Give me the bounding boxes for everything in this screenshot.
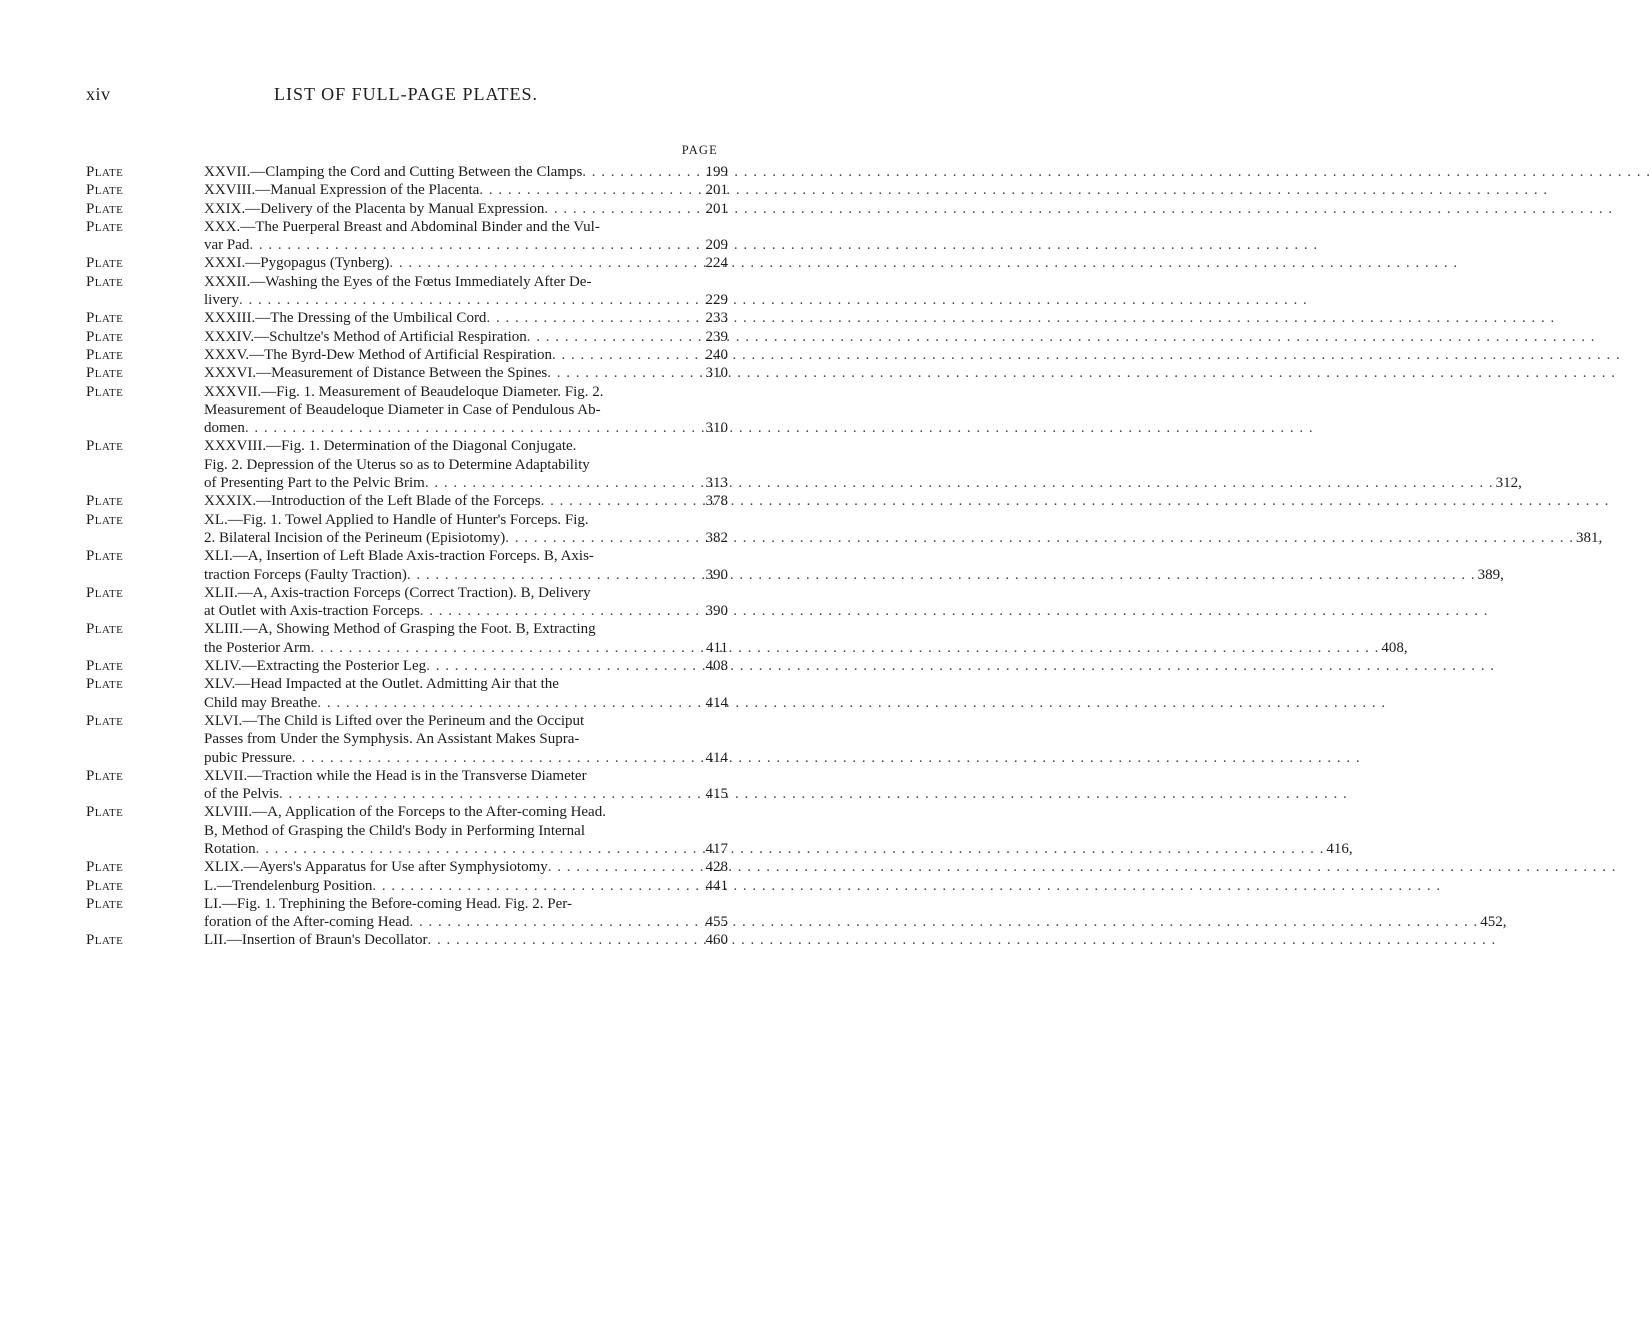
plate-prefix: Plate [86, 218, 124, 235]
plate-entry [86, 931, 728, 949]
plate-prefix: Plate [86, 310, 124, 327]
entry-title-text: XXXIX.—Introduction of the Left Blade of the Forceps [204, 493, 541, 510]
dot-leader [245, 419, 1314, 437]
entry-line [204, 730, 680, 748]
page-number: 233 [705, 310, 728, 327]
plate-prefix: Plate [86, 493, 124, 510]
entry-title-text: XXVII.—Clamping the Cord and Cutting Between the Clamps [204, 164, 583, 180]
page-number: 390 [705, 603, 728, 620]
entry-line [204, 492, 728, 510]
page-number: 229 [705, 292, 728, 309]
entry-line [204, 309, 728, 327]
inline-page-number: 389, [1477, 566, 1504, 583]
entry-line [204, 254, 728, 272]
plate-prefix: Plate [86, 895, 124, 912]
page-number: 460 [705, 932, 728, 949]
plate-prefix: Plate [86, 438, 124, 455]
plate-prefix: Plate [86, 932, 124, 949]
entry-line [204, 456, 680, 474]
entry-title-text: XXXIV.—Schultze's Method of Artificial Respiration [204, 328, 527, 345]
entry-title-text: XLV.—Head Impacted at the Outlet. Admitting Air that the [204, 676, 559, 693]
entry-title-text: XXXI.—Pygopagus (Tynberg) [204, 255, 390, 272]
entry-line [204, 584, 680, 602]
entry-line [204, 529, 1603, 547]
entry-line [204, 474, 1522, 492]
entry-title-text: XXXVI.—Measurement of Distance Between the Spines [204, 365, 548, 382]
plate-entry [86, 547, 1504, 584]
entry-title-text: XL.—Fig. 1. Towel Applied to Handle of Hunter's Forceps. Fig. [204, 511, 589, 528]
entry-title-text: XLIV.—Extracting the Posterior Leg [204, 658, 427, 675]
entry-line [204, 291, 728, 309]
plate-entry [86, 492, 728, 510]
entry-title-text: L.—Trendelenburg Position [204, 877, 373, 894]
entry-title-text: XLVIII.—A, Application of the Forceps to the After-coming Head. [204, 804, 606, 821]
page-number: 224 [705, 255, 728, 272]
plate-prefix: Plate [86, 877, 124, 894]
entry-line [204, 364, 728, 382]
entry-line [204, 620, 680, 638]
entry-line [204, 218, 680, 236]
entry-title-text: domen [204, 420, 245, 437]
dot-leader [239, 291, 1308, 309]
plate-prefix: Plate [86, 383, 124, 400]
dot-leader [486, 309, 1555, 327]
plate-entry [86, 584, 728, 621]
dot-leader [407, 566, 1476, 584]
entry-line [204, 858, 728, 876]
plate-entry [86, 328, 728, 346]
entry-title-text: Fig. 2. Depression of the Uterus so as to Determine Adaptability [204, 456, 590, 473]
plate-entry [86, 273, 728, 310]
plate-prefix: Plate [86, 712, 124, 729]
dot-leader [425, 474, 1494, 492]
plate-entry [86, 767, 728, 804]
plate-prefix: Plate [86, 621, 124, 638]
dot-leader [249, 236, 1318, 254]
plate-entry [86, 657, 728, 675]
entry-title-text: foration of the After-coming Head [204, 914, 410, 931]
plate-prefix: Plate [86, 548, 124, 565]
page-number: 199 [705, 164, 728, 180]
plate-entry [86, 309, 728, 327]
page-number: 239 [705, 328, 728, 345]
plate-prefix: Plate [86, 365, 124, 382]
plate-prefix: Plate [86, 164, 124, 180]
page-number: 411 [706, 639, 728, 656]
entry-title-text: XLIX.—Ayers's Apparatus for Use after Symphysiotomy [204, 859, 548, 876]
plate-entry [86, 511, 1603, 548]
entry-line [204, 675, 680, 693]
dot-leader [409, 913, 1478, 931]
plate-entry [86, 383, 728, 438]
entry-title-text: Child may Breathe [204, 694, 318, 711]
inline-page-number: 408, [1381, 639, 1408, 656]
plate-entry [86, 200, 728, 218]
folio-number: xiv [86, 84, 111, 104]
running-title: LIST OF FULL-PAGE PLATES. [273, 84, 539, 104]
entry-line [204, 181, 728, 199]
inline-page-number: 381, [1575, 529, 1603, 546]
entry-line [204, 694, 728, 712]
page-number: 209 [705, 237, 728, 254]
entry-line [204, 401, 680, 419]
page-number: 378 [705, 493, 728, 510]
plate-prefix: Plate [86, 255, 124, 272]
page-number: 414 [705, 749, 728, 766]
page-number: 382 [705, 529, 728, 546]
entry-title-text: XXIX.—Delivery of the Placenta by Manual Expression [204, 200, 545, 217]
entry-title-text: at Outlet with Axis-traction Forceps [204, 603, 420, 620]
inline-page-number: 452, [1480, 914, 1507, 931]
inline-page-number: 416, [1326, 840, 1353, 857]
entry-line [204, 383, 680, 401]
entry-line [204, 566, 1504, 584]
entry-line [204, 511, 680, 529]
page-number: 313 [705, 475, 728, 492]
entry-title-text: Rotation [204, 840, 256, 857]
entry-title-text: XLI.—A, Insertion of Left Blade Axis-traction Forceps. B, Axis- [204, 548, 594, 565]
dot-leader [426, 657, 1495, 675]
page-number: 415 [705, 786, 728, 803]
dot-leader [427, 931, 1496, 949]
entry-title-text: of Presenting Part to the Pelvic Brim [204, 475, 425, 492]
entry-line [204, 200, 728, 218]
entry-line [204, 602, 728, 620]
entry-title-text: of the Pelvis [204, 786, 279, 803]
page-number: 390 [705, 566, 728, 583]
plates-list [86, 163, 1603, 950]
inline-page-number: 312, [1495, 475, 1522, 492]
plate-prefix: Plate [86, 767, 124, 784]
page-number: 201 [705, 200, 728, 217]
plate-entry [86, 858, 728, 876]
entry-title-text: Passes from Under the Symphysis. An Assistant Makes Supra- [204, 731, 580, 748]
entry-line [204, 822, 680, 840]
entry-title-text: XXVIII.—Manual Expression of the Placenta [204, 182, 480, 199]
dot-leader [505, 529, 1574, 547]
entry-title-text: Measurement of Beaudeloque Diameter in Case of Pendulous Ab- [204, 401, 601, 418]
dot-leader [317, 694, 1386, 712]
entry-title-text: livery [204, 292, 239, 309]
plate-entry [86, 877, 728, 895]
plate-prefix: Plate [86, 511, 124, 528]
plate-entry [86, 712, 728, 767]
entry-line [204, 895, 680, 913]
entry-line [204, 840, 1353, 858]
plate-prefix: Plate [86, 346, 124, 363]
page-number: 428 [705, 859, 728, 876]
entry-title-text: var Pad [204, 237, 250, 254]
plate-entry [86, 895, 1507, 932]
page-number: 310 [705, 365, 728, 382]
entry-title-text: 2. Bilateral Incision of the Perineum (Episiotomy) [204, 529, 506, 546]
entry-line [204, 749, 728, 767]
plate-prefix: Plate [86, 658, 124, 675]
plate-prefix: Plate [86, 182, 124, 199]
entry-line [204, 328, 728, 346]
entry-title-text: XLII.—A, Axis-traction Forceps (Correct Traction). B, Delivery [204, 584, 591, 601]
entry-line [204, 785, 728, 803]
plate-prefix: Plate [86, 328, 124, 345]
entry-title-text: XXXIII.—The Dressing of the Umbilical Cord [204, 310, 487, 327]
dot-leader [582, 163, 1651, 181]
entry-title-text: the Posterior Arm [204, 639, 311, 656]
entry-line [204, 877, 728, 895]
page-number: 240 [705, 346, 728, 363]
entry-title-text: XXXVII.—Fig. 1. Measurement of Beaudeloque Diameter. Fig. 2. [204, 383, 604, 400]
entry-title-text: LII.—Insertion of Braun's Decollator [204, 932, 428, 949]
entry-line [204, 767, 680, 785]
plate-prefix: Plate [86, 676, 124, 693]
plate-entry [86, 437, 1522, 492]
entry-title-text: XXXVIII.—Fig. 1. Determination of the Diagonal Conjugate. [204, 438, 577, 455]
plate-entry [86, 346, 728, 364]
plate-entry [86, 364, 728, 382]
entry-line [204, 346, 728, 364]
entry-title-text: XLIII.—A, Showing Method of Grasping the Foot. B, Extracting [204, 621, 596, 638]
page-column-label: PAGE [681, 143, 718, 157]
page-number: 441 [705, 877, 728, 894]
plate-entry [86, 254, 728, 272]
entry-line [204, 236, 728, 254]
entry-line [204, 639, 1408, 657]
dot-leader [372, 877, 1441, 895]
plate-prefix: Plate [86, 273, 124, 290]
entry-title-text: XXXII.—Washing the Eyes of the Fœtus Immediately After De- [204, 273, 592, 290]
entry-title-text: XXX.—The Puerperal Breast and Abdominal Binder and the Vul- [204, 218, 600, 235]
entry-line [204, 419, 728, 437]
plate-prefix: Plate [86, 859, 124, 876]
dot-leader [292, 749, 1361, 767]
dot-leader [479, 181, 1548, 199]
dot-leader [389, 254, 1458, 272]
plate-entry [86, 163, 728, 181]
plate-prefix: Plate [86, 804, 124, 821]
entry-title-text: LI.—Fig. 1. Trephining the Before-coming Head. Fig. 2. Per- [204, 895, 572, 912]
entry-line [204, 657, 728, 675]
entry-line [204, 931, 728, 949]
plate-entry [86, 803, 1353, 858]
dot-leader [279, 785, 1348, 803]
dot-leader [256, 840, 1325, 858]
entry-title-text: traction Forceps (Faulty Traction) [204, 566, 407, 583]
entry-line [204, 273, 680, 291]
entry-title-text: XXXV.—The Byrd-Dew Method of Artificial Respiration [204, 346, 552, 363]
entry-title-text: XLVI.—The Child is Lifted over the Perineum and the Occiput [204, 712, 585, 729]
page-number: 310 [705, 420, 728, 437]
entry-title-text: XLVII.—Traction while the Head is in the Transverse Diameter [204, 767, 587, 784]
page-number: 455 [705, 914, 728, 931]
page-header [86, 84, 726, 112]
entry-line [204, 803, 680, 821]
dot-leader [311, 639, 1380, 657]
plate-entry [86, 675, 728, 712]
plate-entry [86, 181, 728, 199]
entry-line [204, 913, 1507, 931]
page-number: 417 [705, 840, 728, 857]
page-number: 414 [705, 694, 728, 711]
entry-line [204, 437, 680, 455]
entry-line [204, 163, 728, 181]
plate-entry [86, 620, 1408, 657]
page-number: 408 [705, 658, 728, 675]
plate-entry [86, 218, 728, 255]
entry-title-text: B, Method of Grasping the Child's Body in Performing Internal [204, 822, 585, 839]
entry-line [204, 547, 680, 565]
dot-leader [420, 602, 1489, 620]
entry-line [204, 712, 680, 730]
plate-prefix: Plate [86, 200, 124, 217]
page-number: 201 [705, 182, 728, 199]
entry-title-text: pubic Pressure [204, 749, 292, 766]
plate-prefix: Plate [86, 584, 124, 601]
